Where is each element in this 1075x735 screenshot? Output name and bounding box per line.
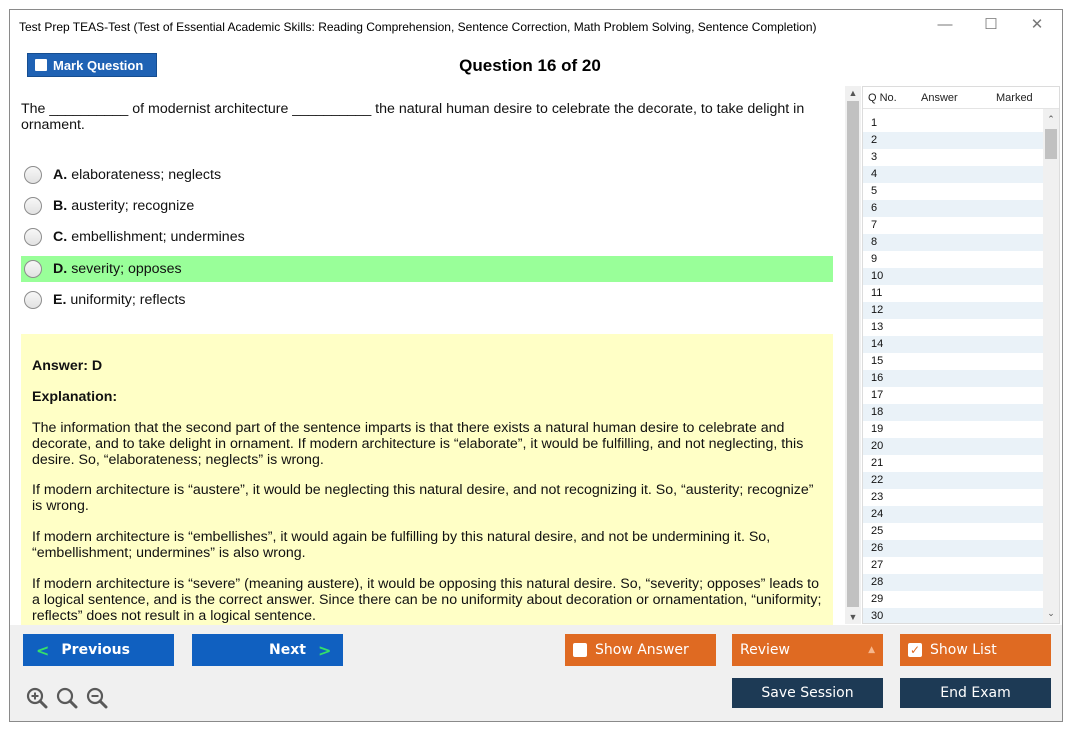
explanation-paragraph: If modern architecture is “austere”, it would be neglecting this natural desire, and not recognizing it. So, “austerity; recognize” is wrong. — [32, 482, 814, 514]
question-list-row[interactable] — [863, 608, 1043, 624]
option-e[interactable] — [21, 287, 833, 313]
checkbox-icon[interactable]: ✓ — [909, 643, 921, 657]
question-list-row[interactable] — [863, 489, 1043, 506]
maximize-button[interactable]: ☐ — [984, 16, 998, 33]
explanation-paragraph: If modern architecture is “embellishes”, it would again be fulfilling by this natural desire, and not be undermining it. So, “embellishment; undermines” is also wrong. — [32, 529, 771, 561]
question-list-row[interactable] — [863, 183, 1043, 200]
show-answer-label: Show Answer — [595, 642, 689, 658]
question-list — [862, 86, 1060, 624]
zoom-in-icon[interactable] — [26, 687, 48, 709]
question-number: 25 — [871, 525, 884, 537]
option-d[interactable] — [21, 256, 833, 282]
radio-icon[interactable] — [24, 228, 42, 246]
zoom-reset-icon[interactable] — [56, 687, 78, 709]
option-letter: D. — [53, 261, 68, 277]
question-list-scrollbar[interactable] — [1043, 109, 1059, 623]
option-text: severity; opposes — [71, 261, 182, 277]
radio-icon[interactable] — [24, 197, 42, 215]
question-number: 22 — [871, 474, 884, 486]
option-letter: C. — [53, 229, 68, 245]
question-number: 3 — [871, 151, 878, 163]
question-number: 30 — [871, 610, 884, 622]
question-list-row[interactable] — [863, 370, 1043, 387]
scroll-down-icon[interactable]: ▼ — [848, 612, 858, 622]
radio-icon[interactable] — [24, 260, 42, 278]
question-list-row[interactable] — [863, 591, 1043, 608]
explanation-heading: Explanation: — [32, 389, 118, 405]
question-list-row[interactable] — [863, 166, 1043, 183]
end-exam-label: End Exam — [940, 685, 1011, 701]
col-answer: Answer — [921, 92, 958, 104]
option-letter: B. — [53, 198, 68, 214]
question-number: 16 — [871, 372, 884, 384]
question-number: 2 — [871, 134, 878, 146]
main-area — [10, 41, 1062, 625]
question-number: 9 — [871, 253, 878, 265]
question-number: 15 — [871, 355, 884, 367]
question-list-row[interactable] — [863, 387, 1043, 404]
question-number: 29 — [871, 593, 884, 605]
show-list-button[interactable] — [900, 634, 1051, 666]
question-list-row[interactable] — [863, 234, 1043, 251]
question-number: 7 — [871, 219, 878, 231]
question-number: 5 — [871, 185, 878, 197]
question-list-row[interactable] — [863, 523, 1043, 540]
question-list-row[interactable] — [863, 574, 1043, 591]
question-number: 12 — [871, 304, 884, 316]
minimize-button[interactable]: — — [937, 16, 953, 33]
question-number: 10 — [871, 270, 884, 282]
show-list-label: Show List — [930, 642, 997, 658]
dropdown-arrow-icon: ▲ — [868, 645, 875, 655]
option-text: uniformity; reflects — [70, 292, 186, 308]
mark-question-label: Mark Question — [53, 57, 144, 73]
answer-label: Answer: D — [32, 358, 103, 374]
zoom-controls — [26, 687, 116, 709]
option-a[interactable] — [21, 162, 833, 188]
question-list-row[interactable] — [863, 540, 1043, 557]
question-number: 19 — [871, 423, 884, 435]
question-list-row[interactable] — [863, 336, 1043, 353]
question-list-row[interactable] — [863, 421, 1043, 438]
question-scrollbar[interactable] — [845, 86, 861, 624]
explanation-box — [21, 334, 833, 625]
col-marked: Marked — [996, 92, 1033, 104]
question-number: 4 — [871, 168, 878, 180]
mark-question-button[interactable] — [27, 53, 157, 77]
question-list-row[interactable] — [863, 455, 1043, 472]
save-session-label: Save Session — [761, 685, 854, 701]
option-text: embellishment; undermines — [71, 229, 245, 245]
question-number: 18 — [871, 406, 884, 418]
question-list-row[interactable] — [863, 132, 1043, 149]
question-list-row[interactable] — [863, 268, 1043, 285]
option-text: austerity; recognize — [71, 198, 195, 214]
previous-button[interactable] — [23, 634, 174, 666]
question-number: 11 — [871, 287, 883, 299]
question-number: 23 — [871, 491, 884, 503]
save-session-button[interactable] — [732, 678, 883, 708]
question-number: 27 — [871, 559, 884, 571]
option-letter: E. — [53, 292, 67, 308]
checkbox-icon[interactable] — [573, 643, 587, 657]
question-list-row[interactable] — [863, 506, 1043, 523]
question-panel — [10, 85, 856, 625]
scroll-thumb[interactable] — [1045, 129, 1057, 159]
option-c[interactable] — [21, 224, 833, 250]
question-number: 1 — [871, 117, 878, 129]
question-number: 24 — [871, 508, 884, 520]
question-number: 13 — [871, 321, 884, 333]
radio-icon[interactable] — [24, 166, 42, 184]
question-title: Question 16 of 20 — [459, 56, 601, 75]
next-label: Next — [269, 642, 306, 658]
question-list-row[interactable] — [863, 557, 1043, 574]
scroll-up-icon[interactable]: ⌃ — [1047, 114, 1055, 124]
question-list-header — [863, 87, 1059, 109]
scroll-up-icon[interactable]: ▲ — [848, 88, 858, 98]
question-number: 6 — [871, 202, 878, 214]
next-button[interactable] — [192, 634, 343, 666]
checkbox-icon — [35, 59, 47, 71]
window-title: Test Prep TEAS-Test (Test of Essential Academic Skills: Reading Comprehension, Sentence Correction, Math Problem Solving, Sentence Completion) — [19, 20, 817, 34]
question-list-row[interactable] — [863, 200, 1043, 217]
title-bar — [10, 10, 1062, 41]
zoom-out-icon[interactable] — [86, 687, 108, 709]
option-letter: A. — [53, 167, 68, 183]
question-list-row[interactable] — [863, 319, 1043, 336]
question-list-row[interactable] — [863, 472, 1043, 489]
question-number: 17 — [871, 389, 884, 401]
close-button[interactable]: ✕ — [1030, 16, 1044, 33]
question-number: 26 — [871, 542, 884, 554]
question-text: The __________ of modernist architecture __________ the natural human desire to celebrate the decorate, to take delight in ornament. — [21, 101, 805, 133]
show-answer-button[interactable] — [565, 634, 716, 666]
app-window — [9, 9, 1063, 722]
question-list-row[interactable] — [863, 285, 1043, 302]
scroll-down-icon[interactable]: ⌄ — [1047, 608, 1055, 618]
question-number: 8 — [871, 236, 878, 248]
question-number: 20 — [871, 440, 884, 452]
option-b[interactable] — [21, 193, 833, 219]
question-list-row[interactable] — [863, 302, 1043, 319]
scroll-thumb[interactable] — [847, 101, 859, 607]
question-number: 14 — [871, 338, 884, 350]
review-label: Review — [740, 642, 790, 658]
previous-label: Previous — [61, 642, 130, 658]
question-list-row[interactable] — [863, 353, 1043, 370]
option-text: elaborateness; neglects — [71, 167, 222, 183]
radio-icon[interactable] — [24, 291, 42, 309]
question-list-row[interactable] — [863, 217, 1043, 234]
chevron-right-icon: > — [317, 640, 332, 660]
explanation-paragraph: The information that the second part of the sentence imparts is that there exists a natural human desire to celebrate and decorate, and to take delight in ornament. If modern architecture is “elaborate”, it would be fulfilling, and not neglecting, this desire. So, “elaborateness; neglects” is wrong. — [32, 420, 804, 468]
explanation-paragraph: If modern architecture is “severe” (meaning austere), it would be opposing this natural desire. So, “severity; opposes” leads to a logical sentence, and is the correct answer. Since there can be no uniformity about decoration or ornamentation, “uniformity; reflects” does not result in a logical sentence. — [32, 576, 822, 624]
chevron-left-icon: < — [36, 640, 50, 660]
question-number: 28 — [871, 576, 884, 588]
review-dropdown[interactable] — [732, 634, 883, 666]
question-list-row[interactable] — [863, 251, 1043, 268]
question-list-row[interactable] — [863, 404, 1043, 421]
question-list-row[interactable] — [863, 115, 1043, 132]
question-list-row[interactable] — [863, 149, 1043, 166]
question-list-row[interactable] — [863, 438, 1043, 455]
col-qno: Q No. — [868, 92, 897, 104]
question-number: 21 — [871, 457, 884, 469]
end-exam-button[interactable] — [900, 678, 1051, 708]
